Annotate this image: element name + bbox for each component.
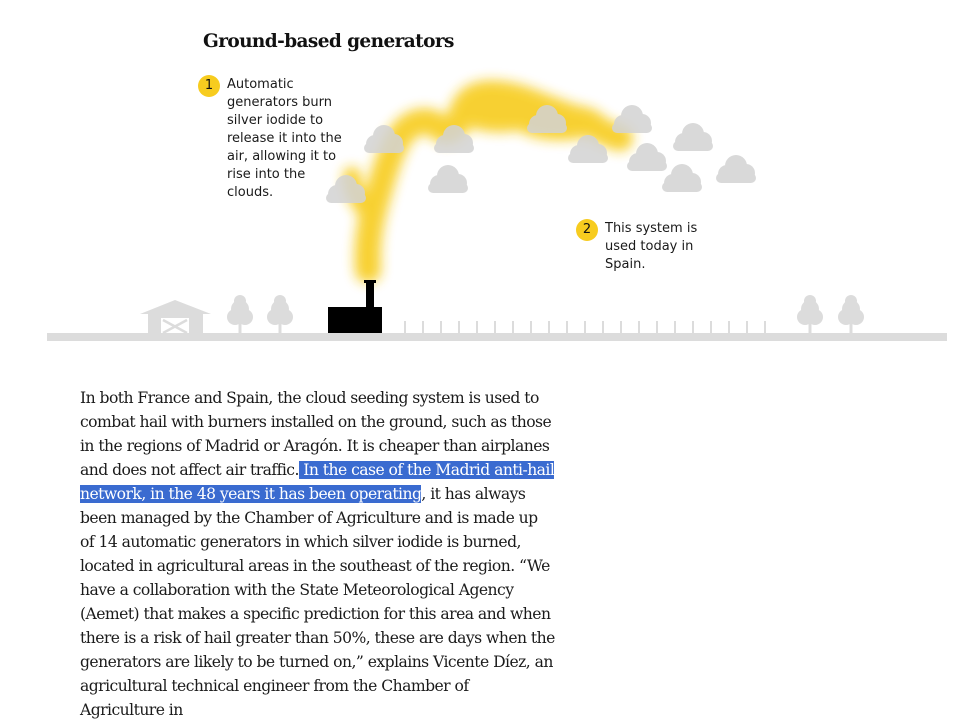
step-1-badge: 1	[198, 75, 220, 97]
article-body	[80, 386, 555, 722]
factory-generator-icon	[328, 280, 382, 334]
paragraph-text-before-selection: In both France and Spain, the cloud seeding system is used to combat hail with burners installed on the ground, such as those in the regions of Madrid or Aragón. It is cheaper than airplanes and does not affect air traffic.	[80, 389, 552, 479]
trees	[227, 295, 864, 335]
barn-icon	[140, 300, 211, 334]
illustration	[0, 0, 967, 345]
ground-line	[47, 333, 947, 341]
step-1-caption: Automatic generators burn silver iodide to release it into the air, allowing it to rise into the clouds.	[227, 77, 342, 200]
graphic-title: Ground-based generators	[203, 31, 454, 52]
fence	[405, 321, 765, 333]
smoke-plume	[352, 88, 620, 270]
step-2-caption: This system is used today in Spain.	[605, 221, 698, 272]
article-paragraph[interactable]	[80, 386, 555, 722]
step-2-badge: 2	[576, 219, 598, 241]
ground-generators-graphic	[0, 0, 967, 345]
paragraph-text-after-selection: , it has always been managed by the Chamber of Agriculture and is made up of 14 automatic generators in which silver iodide is burned, located in agricultural areas in the southeast of the region. “We have a collaboration with the State Meteorological Agency (Aemet) that makes a specific prediction for this area and when there is a risk of hail greater than 50%, these are days when the generators are likely to be turned on,” explains Vicente Díez, an agricultural technical engineer from the Chamber of Agriculture in	[80, 485, 555, 719]
selected-text[interactable]: In the case of the Madrid anti-hail network, in the 48 years it has been operating	[80, 461, 555, 503]
